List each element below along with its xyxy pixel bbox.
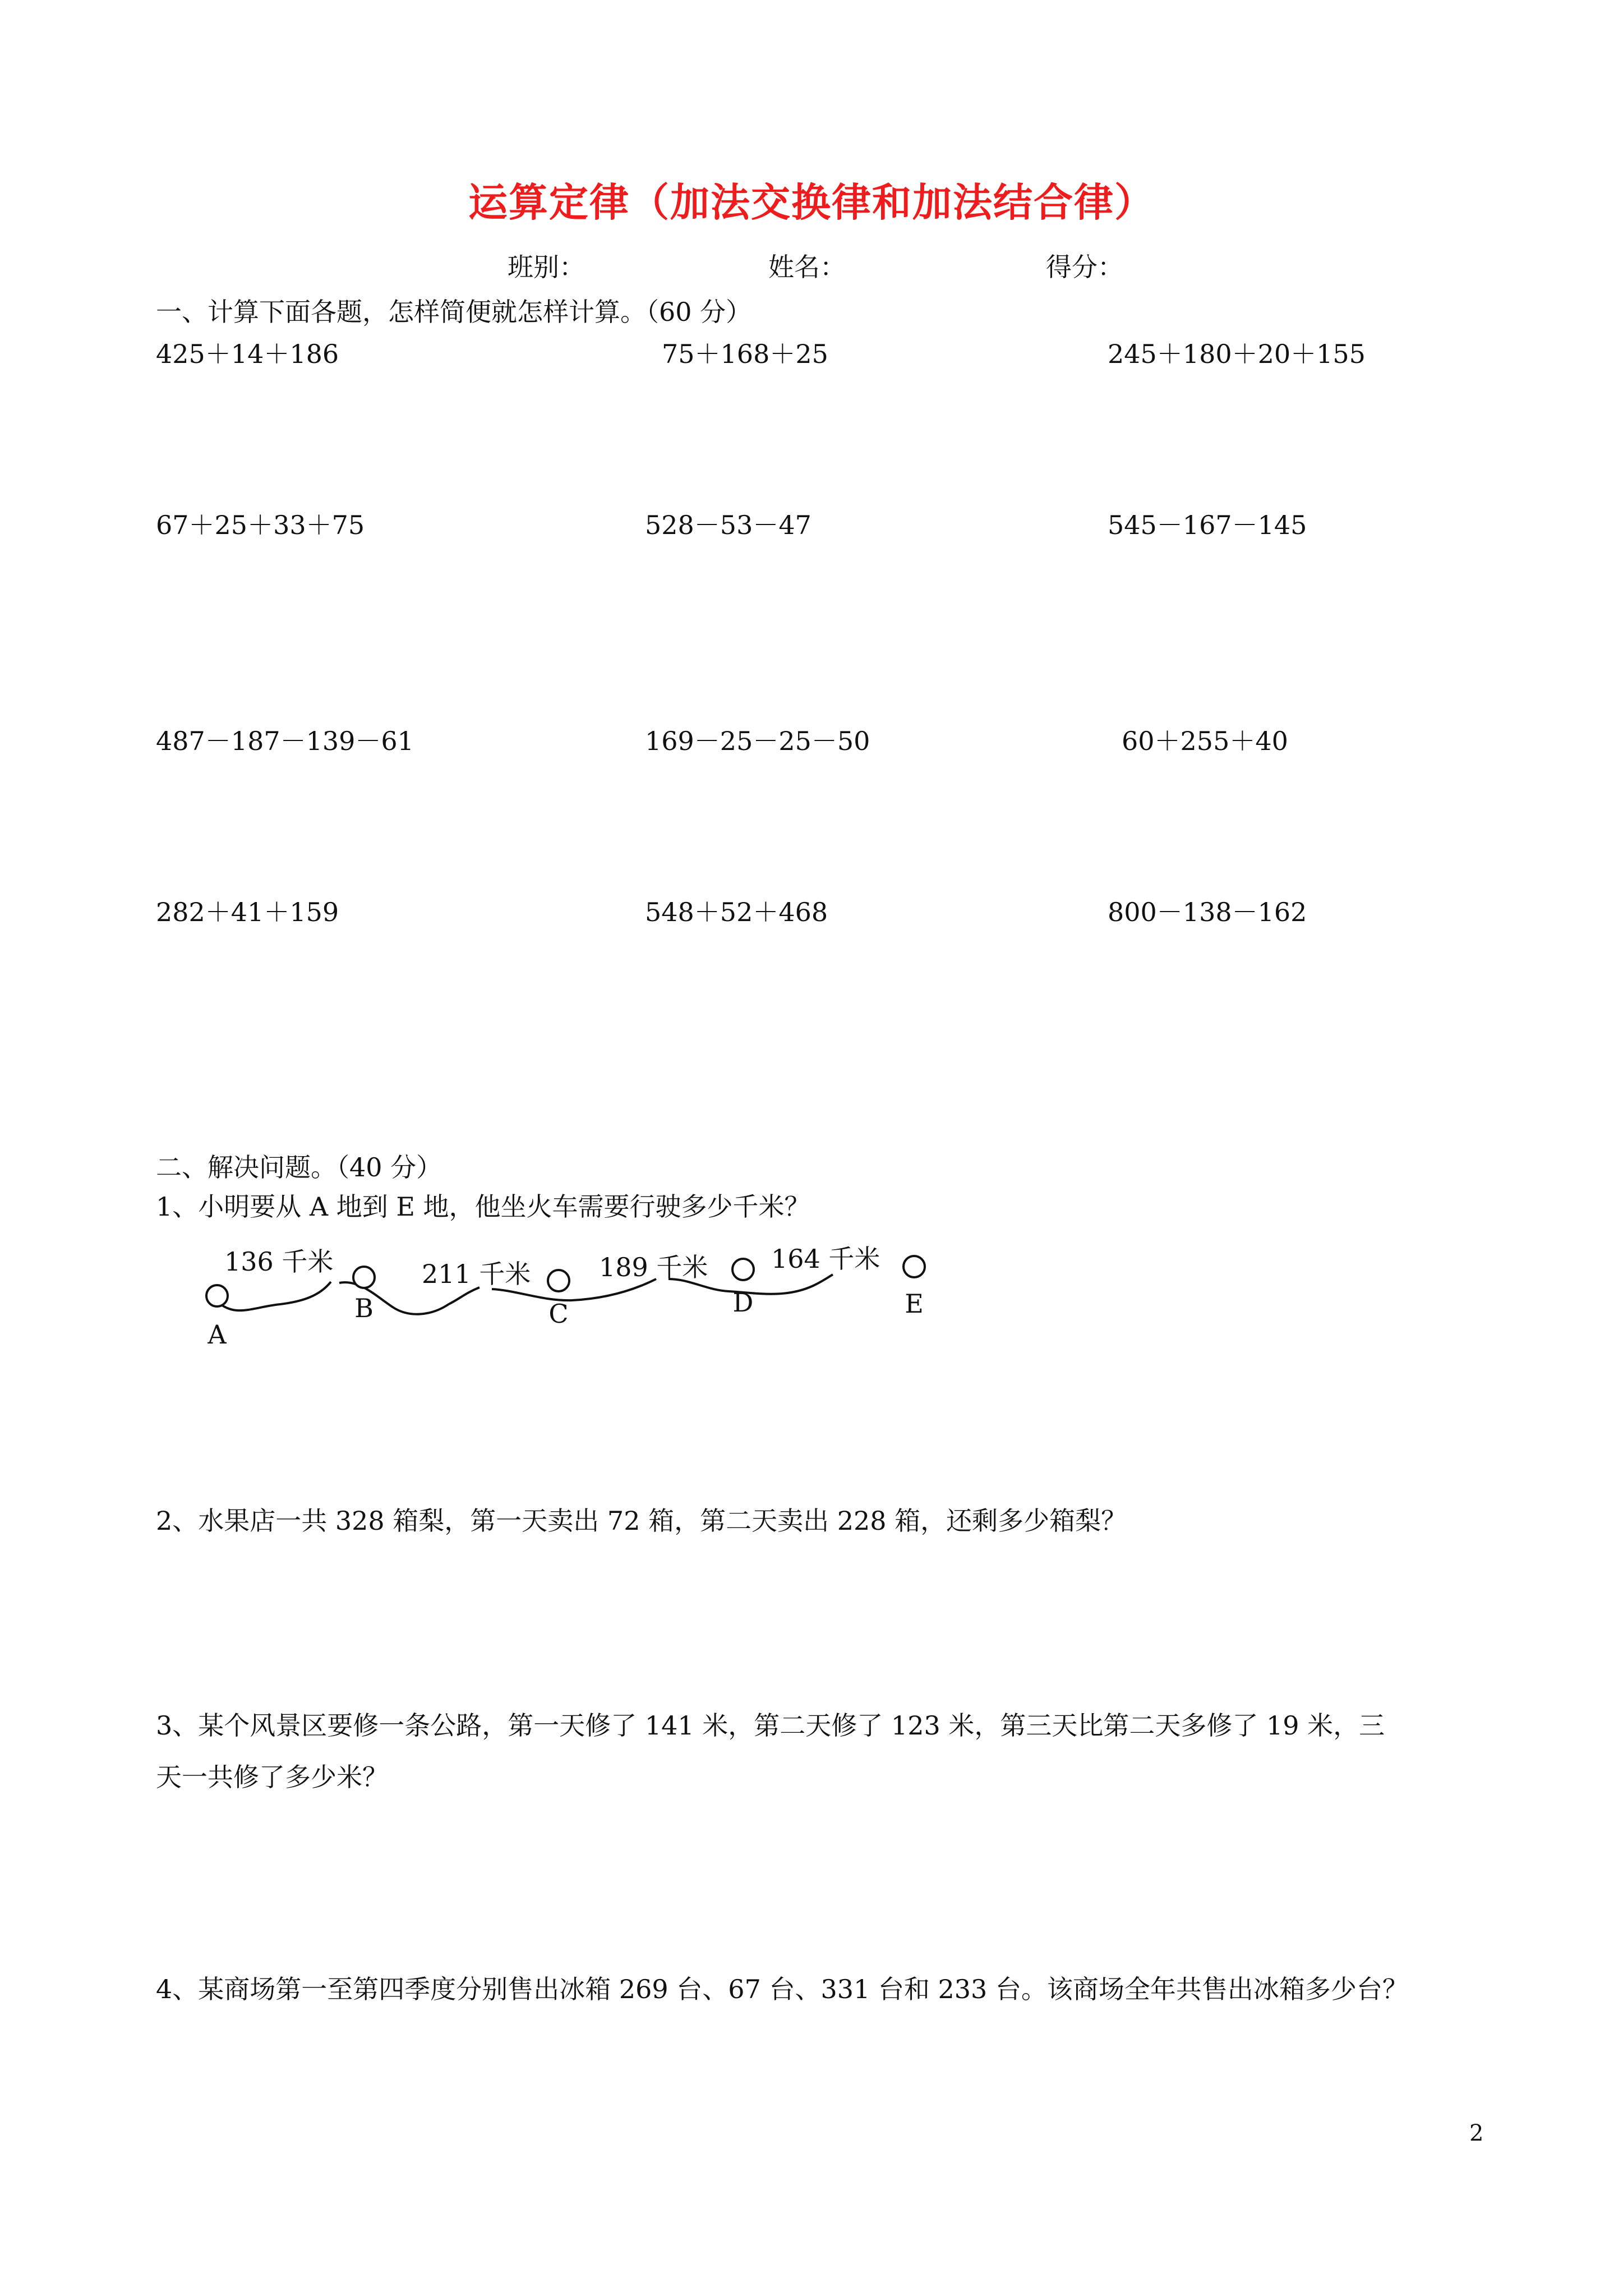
route-diagram (191, 1223, 942, 1369)
stop-label-c: C (548, 1299, 569, 1329)
segment-distance: 136 千米 (224, 1246, 334, 1277)
stop-a-marker (206, 1285, 228, 1306)
stop-label-d: D (732, 1287, 754, 1318)
stop-e-marker (903, 1256, 925, 1277)
segment-distance: 189 千米 (599, 1252, 708, 1282)
question-3-line-1: 3、某个风景区要修一条公路，第一天修了 141 米，第二天修了 123 米，第三天比第二天多修了 19 米，三 (156, 1710, 1385, 1741)
score-label: 得分： (1046, 252, 1123, 282)
expression: 60＋255＋40 (1122, 726, 1288, 756)
expression: 528－53－47 (645, 510, 811, 540)
stop-label-b: B (354, 1293, 374, 1323)
route-line (217, 1282, 331, 1310)
segment-distance: 211 千米 (422, 1259, 531, 1289)
expression: 800－138－162 (1108, 897, 1307, 927)
name-label: 姓名： (768, 252, 846, 282)
section2-heading: 二、解决问题。（40 分） (156, 1152, 442, 1182)
expression: 487－187－139－61 (156, 726, 414, 756)
page-number: 2 (1469, 2120, 1484, 2146)
expression: 75＋168＋25 (662, 339, 828, 369)
stop-c-marker (548, 1270, 569, 1291)
expression: 545－167－145 (1108, 510, 1307, 540)
stop-b-marker (353, 1267, 375, 1288)
stop-label-a: A (208, 1319, 227, 1350)
expression: 245＋180＋20＋155 (1108, 339, 1366, 369)
question-4: 4、某商场第一至第四季度分别售出冰箱 269 台、67 台、331 台和 233 台。该商场全年共售出冰箱多少台？ (156, 1974, 1408, 2004)
stop-label-e: E (905, 1289, 924, 1319)
expression: 169－25－25－50 (645, 726, 870, 756)
section1-heading: 一、计算下面各题，怎样简便就怎样计算。（60 分） (156, 297, 752, 327)
stop-d-marker (732, 1259, 754, 1280)
expression: 282＋41＋159 (156, 897, 339, 927)
expression: 548＋52＋468 (645, 897, 828, 927)
question-1: 1、小明要从 A 地到 E 地，他坐火车需要行驶多少千米？ (156, 1191, 810, 1222)
expression: 67＋25＋33＋75 (156, 510, 365, 540)
segment-distance: 164 千米 (771, 1244, 880, 1274)
question-3-line-2: 天一共修了多少米？ (156, 1762, 388, 1792)
class-label: 班别： (508, 252, 585, 282)
worksheet-title: 运算定律（加法交换律和加法结合律） (468, 180, 1155, 226)
question-2: 2、水果店一共 328 箱梨，第一天卖出 72 箱，第二天卖出 228 箱，还剩多少箱梨？ (156, 1506, 1127, 1536)
expression: 425＋14＋186 (156, 339, 339, 369)
